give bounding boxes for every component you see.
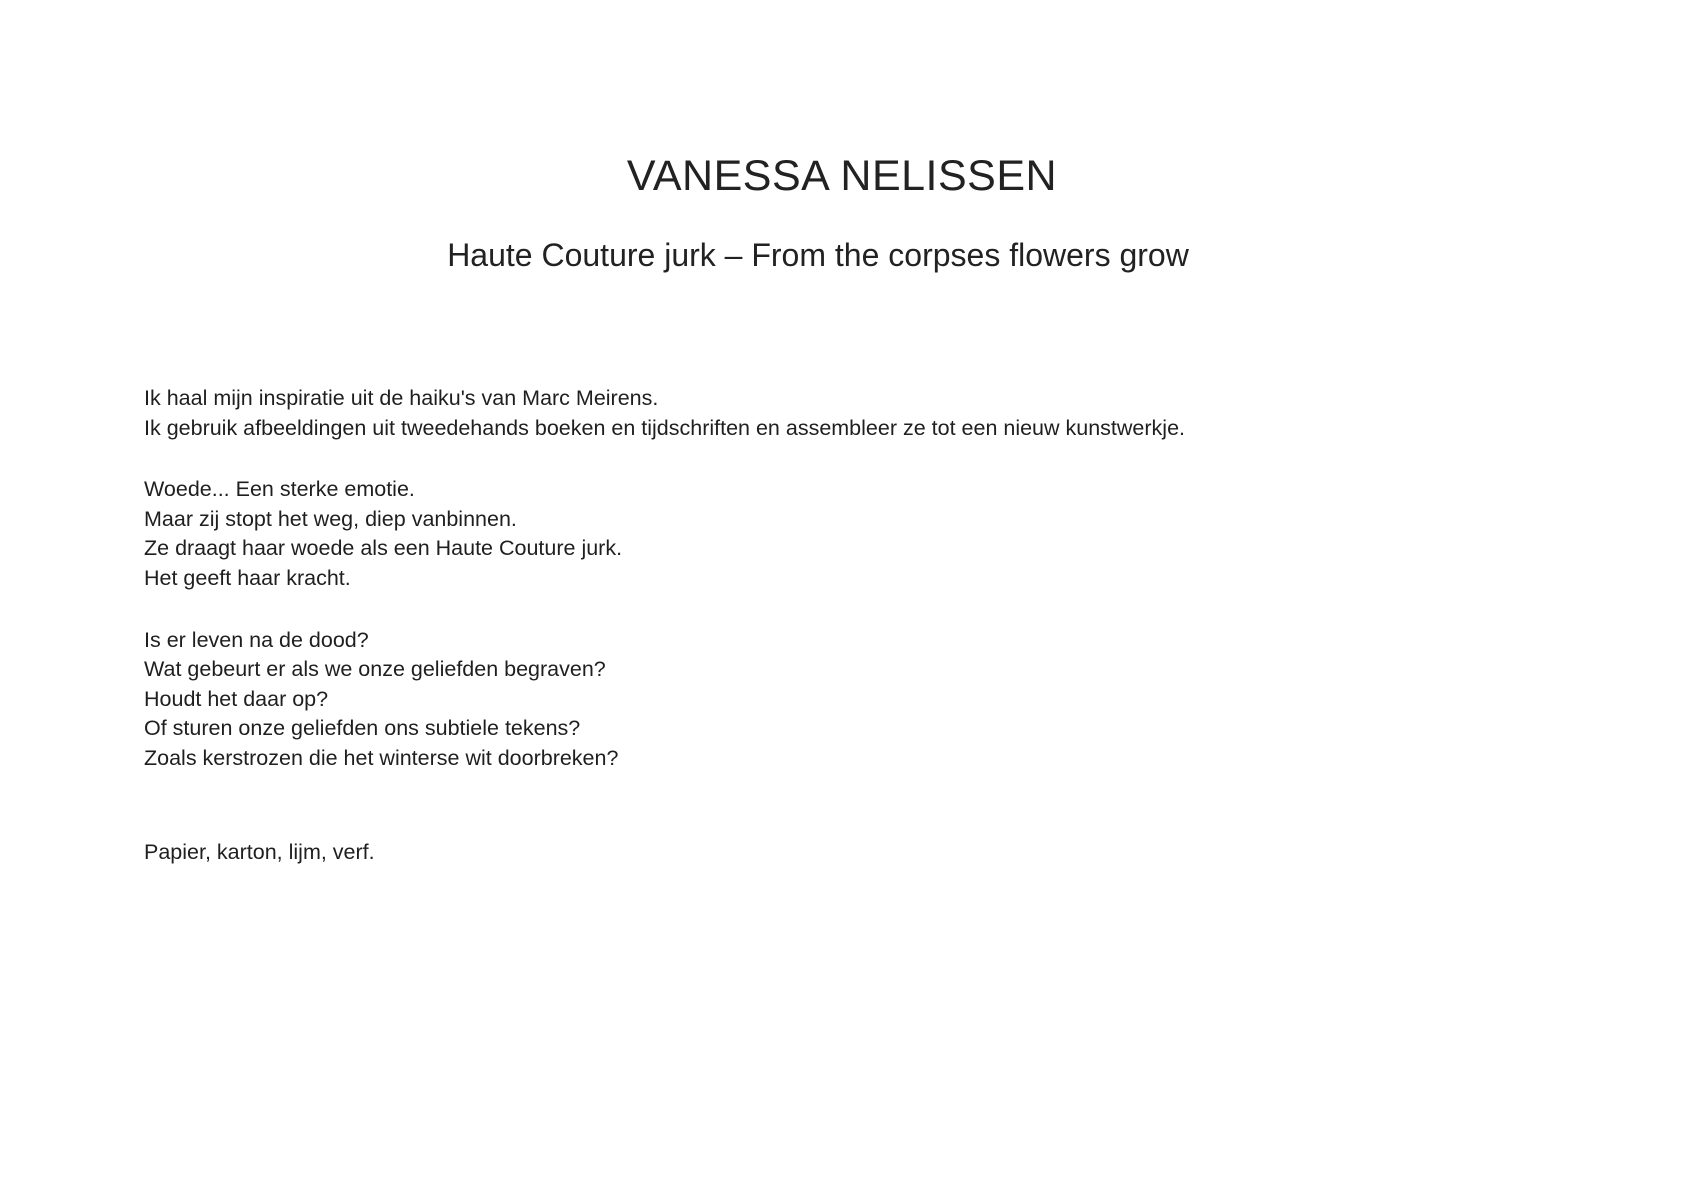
text-line: Wat gebeurt er als we onze geliefden begraven? (144, 657, 606, 682)
paragraph-spacer (144, 443, 1544, 475)
text-line: Ik gebruik afbeeldingen uit tweedehands boeken en tijdschriften en assembleer ze tot een nieuw kunstwerkje. (144, 415, 1186, 440)
paragraph-spacer (144, 594, 1544, 626)
text-line: Het geeft haar kracht. (144, 565, 351, 590)
text-line: Houdt het daar op? (144, 686, 329, 711)
text-line: Of sturen onze geliefden ons subtiele tekens? (144, 716, 581, 741)
text-line: Is er leven na de dood? (144, 627, 369, 652)
text-line: Ze draagt haar woede als een Haute Couture jurk. (144, 536, 623, 561)
materials-line: Papier, karton, lijm, verf. (144, 839, 375, 864)
paragraph-spacer (144, 774, 1544, 838)
page-subtitle: Haute Couture jurk – From the corpses flowers grow (447, 237, 1189, 273)
text-line: Woede... Een sterke emotie. (144, 477, 415, 502)
intro-paragraph (144, 384, 1544, 443)
materials-paragraph (144, 838, 1544, 868)
stanza-anger (144, 475, 1544, 593)
text-line: Maar zij stopt het weg, diep vanbinnen. (144, 506, 517, 531)
body-text (144, 384, 1544, 867)
page-title: VANESSA NELISSEN (626, 152, 1058, 200)
stanza-afterlife (144, 626, 1544, 774)
text-line: Ik haal mijn inspiratie uit de haiku's van Marc Meirens. (144, 386, 659, 410)
text-line: Zoals kerstrozen die het winterse wit doorbreken? (144, 745, 619, 770)
